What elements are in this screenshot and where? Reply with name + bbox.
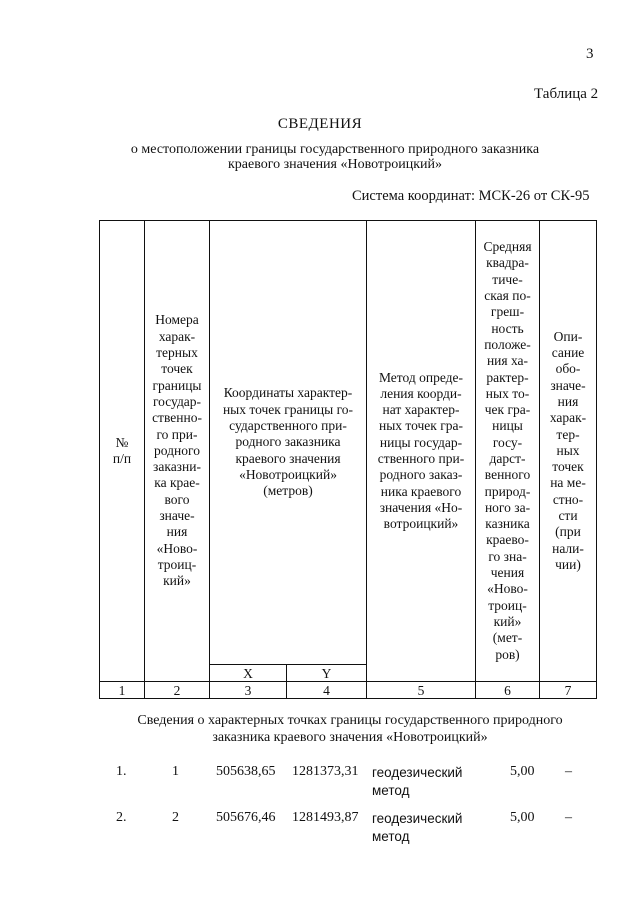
document-title: СВЕДЕНИЯ <box>277 116 363 132</box>
page-number: 3 <box>586 46 594 62</box>
point-number: 1 <box>172 764 179 779</box>
column-number: 6 <box>476 682 540 699</box>
document-subtitle: о местоположении границы государственного природного заказника краевого значения «Новотроицкий» <box>130 142 540 172</box>
column-number: 4 <box>287 682 367 699</box>
coord-y: 1281373,31 <box>292 764 359 779</box>
coord-x: 505676,46 <box>216 810 276 825</box>
coord-x: 505638,65 <box>216 764 276 779</box>
column-number: 1 <box>100 682 145 699</box>
table-header-row <box>100 221 597 665</box>
table-row <box>0 810 640 850</box>
column-number: 7 <box>540 682 597 699</box>
method: геодезический метод <box>372 811 463 844</box>
accuracy: 5,00 <box>510 764 535 779</box>
column-number: 5 <box>367 682 476 699</box>
accuracy: 5,00 <box>510 810 535 825</box>
row-number: 1. <box>116 764 127 779</box>
method: геодезический метод <box>372 765 463 798</box>
header-method: Метод опреде- ления коорди- нат характер- ных точек гра- ницы государ- ственного при- родного заказ- ника краевого значения «Но- вотроицкий» <box>367 221 476 682</box>
boundary-points-table <box>99 220 597 699</box>
coord-y: 1281493,87 <box>292 810 359 825</box>
header-point-numbers: Номера харак- терных точек границы государ- ственно- го при- родного заказни- ка крае- вого значе- ния «Ново- троиц- кий» <box>145 221 210 682</box>
description: – <box>565 810 572 825</box>
column-number: 2 <box>145 682 210 699</box>
coordinate-system: Система координат: МСК-26 от СК-95 <box>352 188 590 204</box>
column-numbers-row <box>100 682 597 699</box>
header-description: Опи- сание обо- значе- ния харак- тер- ных точек на ме- стно- сти (при нали- чии) <box>540 221 597 682</box>
table-label: Таблица 2 <box>534 86 599 102</box>
description: – <box>565 764 572 779</box>
header-x: X <box>210 665 287 682</box>
header-coordinates: Координаты характер- ных точек границы го- сударственного при- родного заказника краевого значения «Новотроицкий» (метров) <box>210 221 367 665</box>
header-accuracy: Средняя квадра- тиче- ская по- греш- ность положе- ния ха- рактер- ных то- чек гра- ницы госу- дарст- венного природ- ного за- казника краево- го зна- чения «Ново- троиц- кий» (мет- ров) <box>476 221 540 682</box>
section-heading: Сведения о характерных точках границы государственного природного заказника краевого значения «Новотроицкий» <box>137 713 563 745</box>
point-number: 2 <box>172 810 179 825</box>
header-num: № п/п <box>100 221 145 682</box>
column-number: 3 <box>210 682 287 699</box>
header-y: Y <box>287 665 367 682</box>
table-row <box>0 764 640 804</box>
row-number: 2. <box>116 810 127 825</box>
